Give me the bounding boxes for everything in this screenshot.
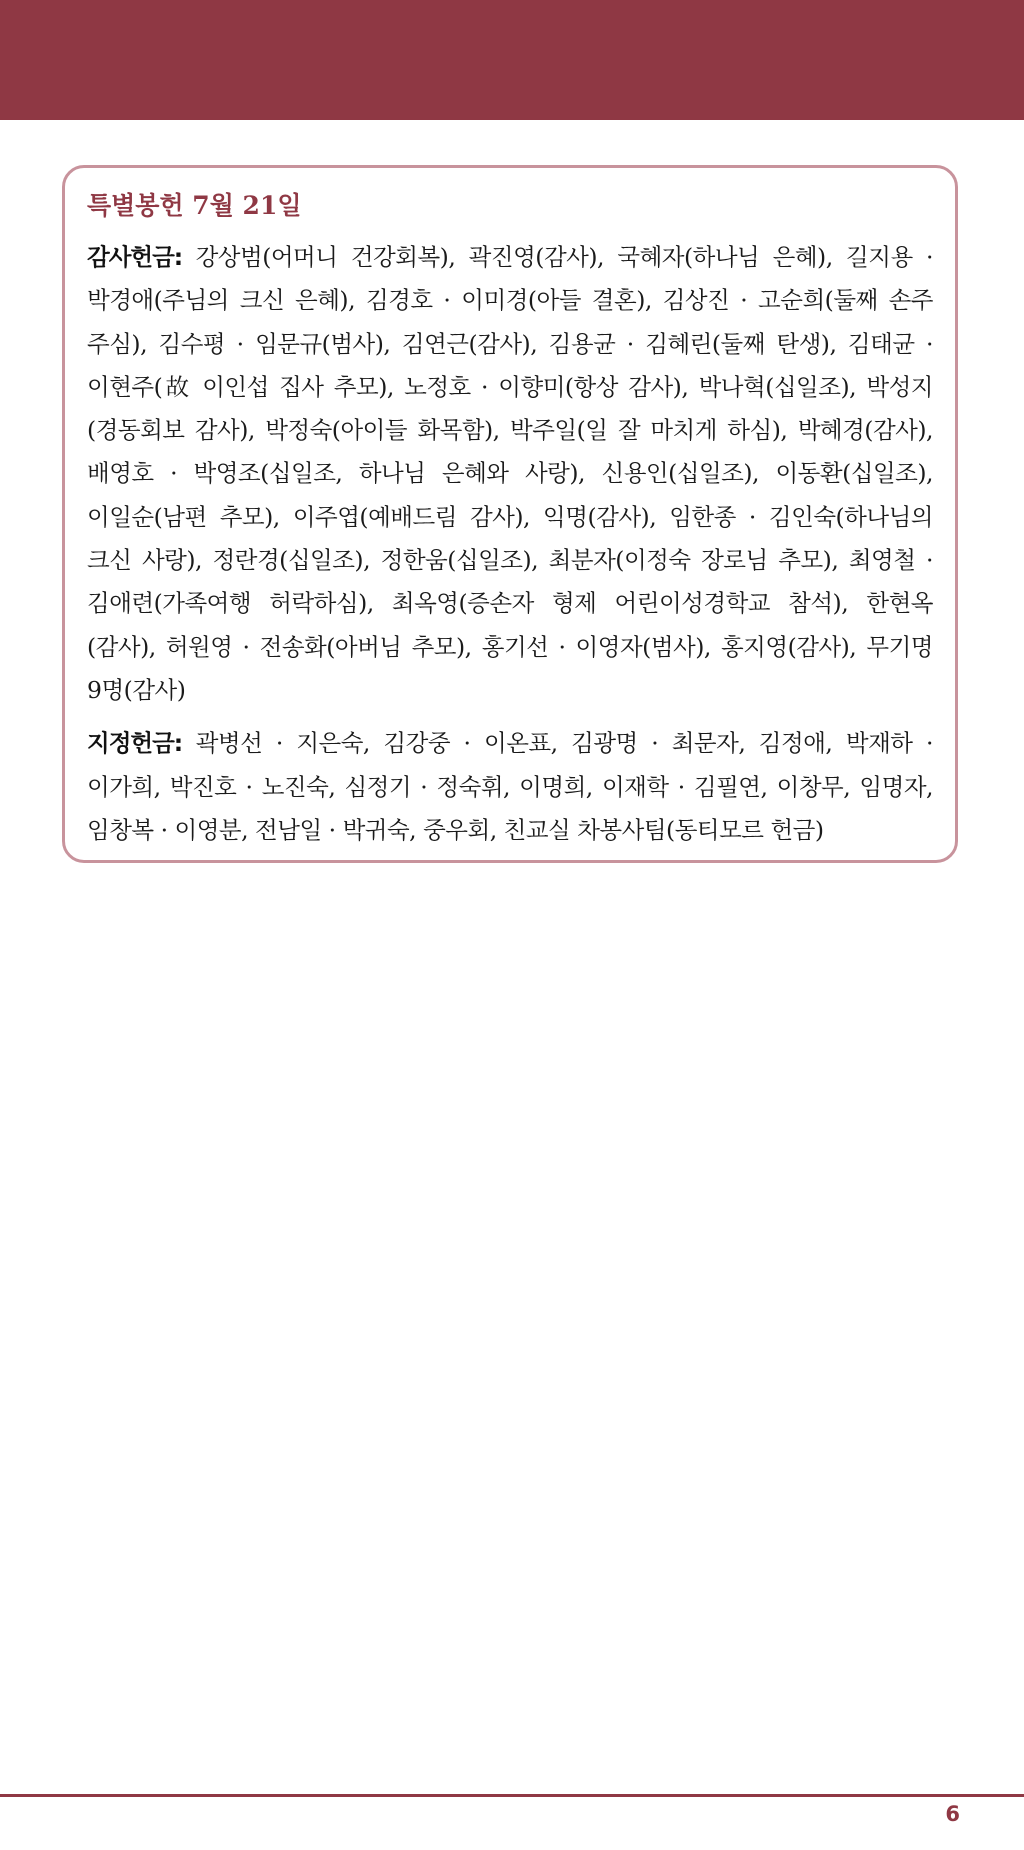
page-number: 6 — [945, 1802, 960, 1826]
card-title: 특별봉헌 7월 21일 — [87, 191, 302, 220]
thanks-offering-label: 감사헌금: — [87, 243, 183, 271]
thanks-offering-paragraph — [87, 236, 933, 712]
designated-offering-paragraph — [87, 722, 933, 852]
thanks-offering-list: 강상범(어머니 건강회복), 곽진영(감사), 국혜자(하나님 은혜), 길지용 · 박경애(주님의 크신 은혜), 김경호 · 이미경(아들 결혼), 김상진 · 고순희(둘째 손주 주심), 김수평 · 임문규(범사), 김연근(감사), 김용균 · 김혜린(둘째 탄생), 김태균 · 이현주(故 이인섭 집사 추모), 노정호 · 이향미(항상 감사), 박나혁(십일조), 박성지(경동회보 감사), 박정숙(아이들 화목함), 박주일(일 잘 마치게 하심), 박혜경(감사), 배영호 · 박영조(십일조, 하나님 은혜와 사랑), 신용인(십일조), 이동환(십일조), 이일순(남편 추모), 이주엽(예배드림 감사), 익명(감사), 임한종 · 김인숙(하나님의 크신 사랑), 정란경(십일조), 정한움(십일조), 최분자(이정숙 장로님 추모), 최영철 · 김애련(가족여행 허락하심), 최옥영(증손자 형제 어린이성경학교 참석), 한현옥(감사), 허원영 · 전송화(아버님 추모), 홍기선 · 이영자(범사), 홍지영(감사), 무기명 9명(감사) — [87, 243, 933, 704]
footer-divider — [0, 1794, 1024, 1797]
header-banner — [0, 0, 1024, 120]
designated-offering-label: 지정헌금: — [87, 729, 183, 758]
designated-offering-list: 곽병선 · 지은숙, 김강중 · 이온표, 김광명 · 최문자, 김정애, 박재하 · 이가희, 박진호 · 노진숙, 심정기 · 정숙휘, 이명희, 이재학 · 김필연, 이창무, 임명자, 임창복 · 이영분, 전남일 · 박귀숙, 중우회, 친교실 차봉사팀(동티모르 헌금) — [87, 729, 933, 844]
special-offering-card — [62, 165, 958, 863]
